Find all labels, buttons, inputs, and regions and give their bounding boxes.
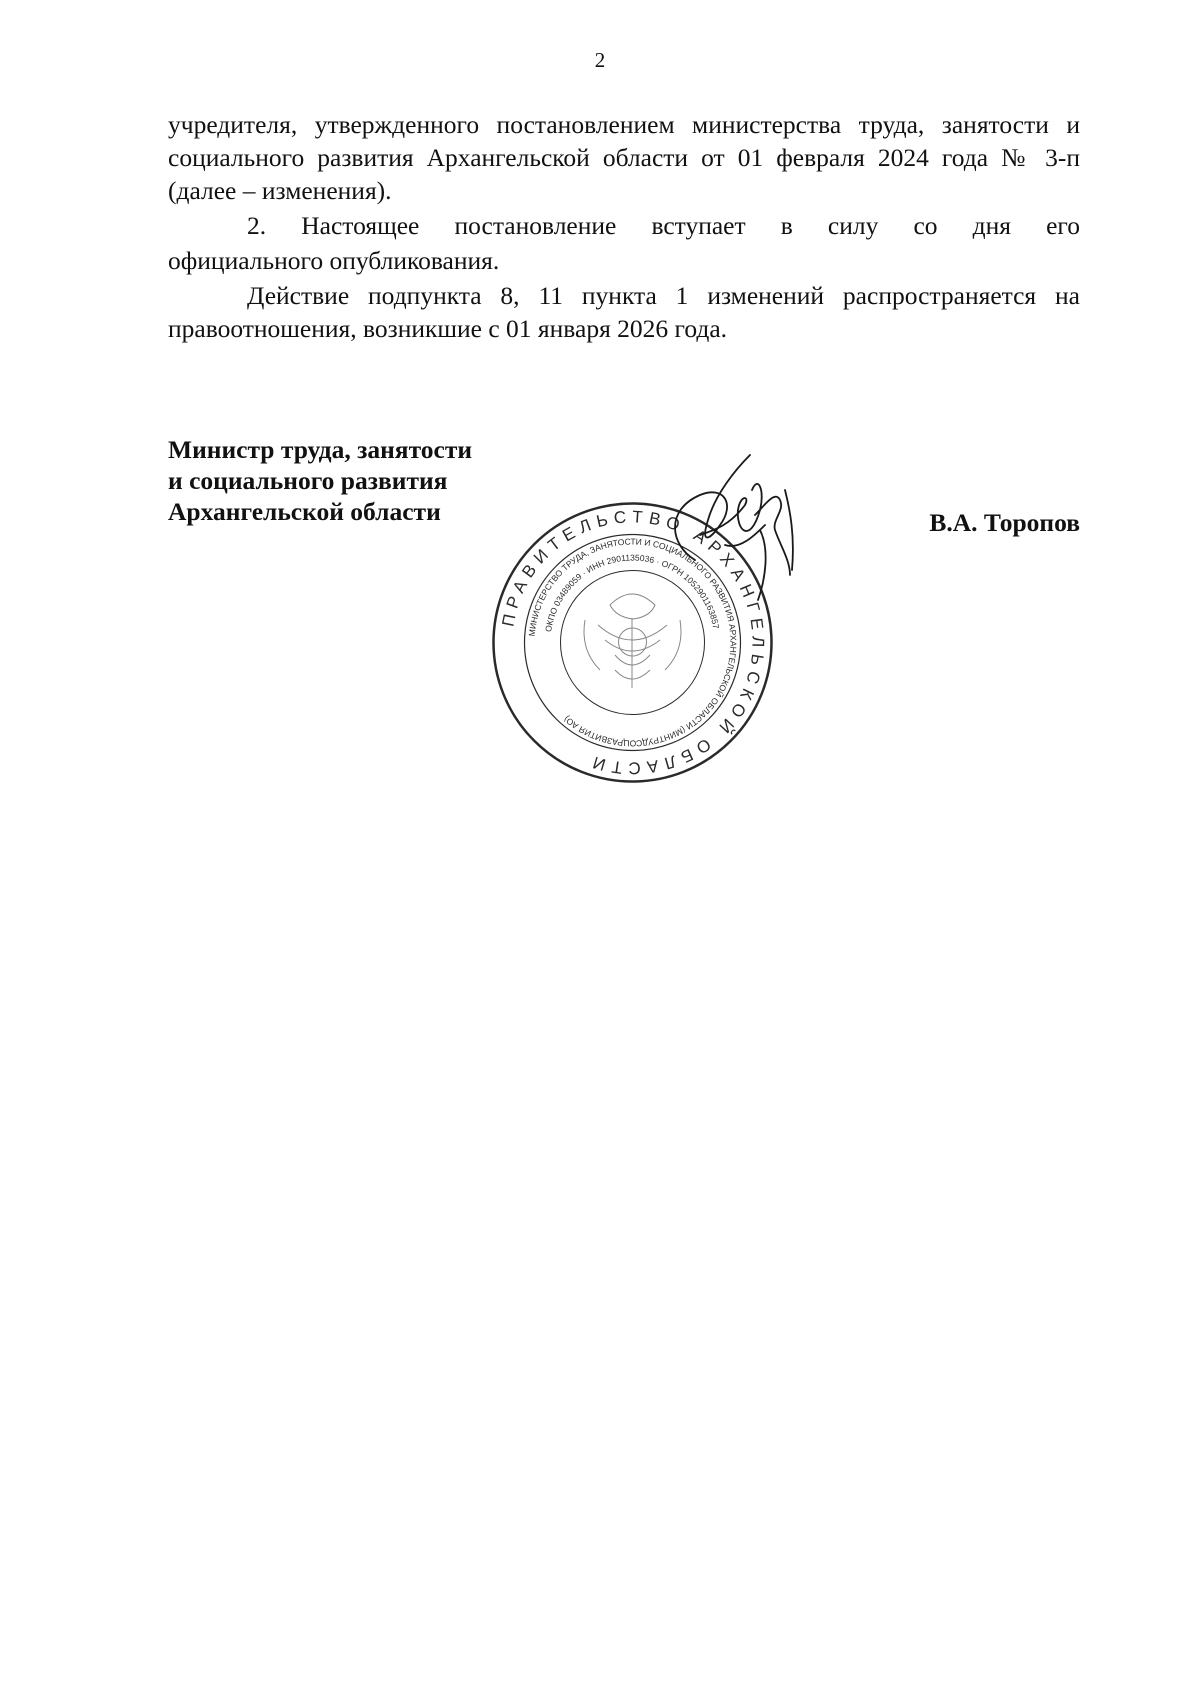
seal-outer-text: ПРАВИТЕЛЬСТВО АРХАНГЕЛЬСКОЙ ОБЛАСТИ [498, 507, 768, 778]
position-line-1: Министр труда, занятости [168, 435, 473, 464]
position-line-3: Архангельской области [168, 497, 441, 526]
seal-inner-text: МИНИСТЕРСТВО ТРУДА, ЗАНЯТОСТИ И СОЦИАЛЬНОГО РАЗВИТИЯ АРХАНГЕЛЬСКОЙ ОБЛАСТИ (МИНТРУДСОЦРАЗВИТИЯ АО) [526, 536, 739, 749]
signer-name: В.А. Торопов [929, 508, 1080, 537]
page-number: 2 [594, 48, 606, 72]
paragraph-2-line-1: 2. Настоящее постановление вступает в силу со дня его [247, 211, 1080, 240]
handwritten-signature [640, 450, 820, 640]
paragraph-1: учредителя, утвержденного постановлением министерства труда, занятости и социального развития Архангельской области от 01 февраля 2024 года № 3-п (далее – изменения). [168, 110, 1080, 205]
document-body [168, 108, 1080, 347]
position-line-2: и социального развития [168, 466, 448, 495]
paragraph-3: Действие подпункта 8, 11 пункта 1 изменений распространяется на правоотношения, возникшие с 01 января 2026 года. [168, 281, 1080, 343]
paragraph-2-line-2: официального опубликования. [168, 246, 500, 275]
seal-codes-text: ОКПО 03489059 · ИНН 2901135036 · ОГРН 1052901163857 [543, 552, 722, 633]
signatory-position [168, 434, 472, 527]
